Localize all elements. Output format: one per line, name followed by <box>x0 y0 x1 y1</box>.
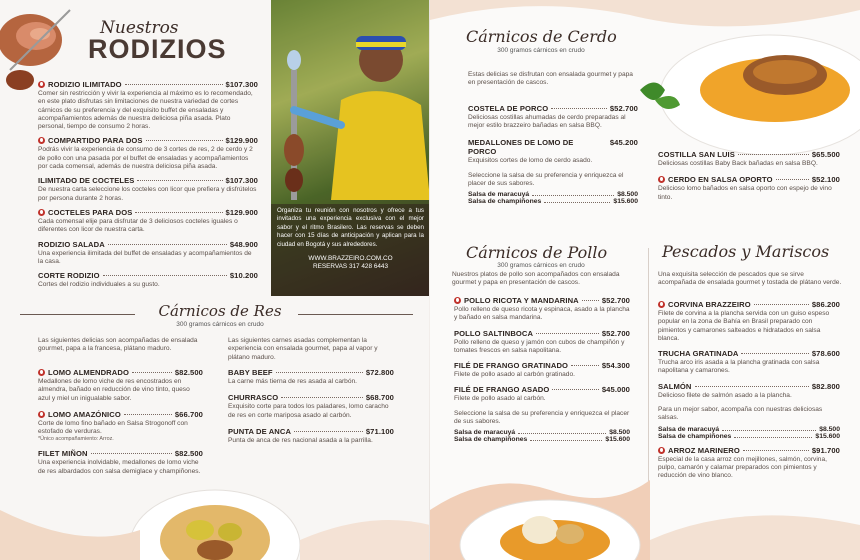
menu-item-price: $78.600 <box>811 349 840 359</box>
menu-item-heading <box>454 329 630 338</box>
leader-dots <box>281 397 363 398</box>
menu-item-name: FILET MIÑON <box>38 449 88 459</box>
menu-item-title <box>454 361 568 370</box>
sauce-name: Salsa de maracuyá <box>468 191 530 199</box>
menu-item-description: Deliciosas costillas Baby Back bañadas en salsa BBQ. <box>658 160 818 167</box>
cerdo-right-list <box>658 150 840 209</box>
rodizios-list <box>38 80 258 294</box>
menu-item-description: Deliciosas costillas ahumadas de cerdo preparadas al mejor estilo brazzeiro bañadas en salsa BBQ. <box>468 114 626 130</box>
leader-dots <box>124 414 172 415</box>
menu-item-description: De nuestra carta seleccione los cocteles con licor que prefiera y disfrútelos por persona durante 2 horas. <box>38 186 257 202</box>
menu-item-heading <box>658 175 840 184</box>
promo-box <box>271 204 430 296</box>
menu-item-heading <box>454 296 630 305</box>
promo-text: Organiza tu reunión con nosotros y ofrece a tus invitados una experiencia exclusiva con el mejor sabor y el ritmo Brasilero. Las reservas se deben hacer con 15 días de anticipación y aplican para la ciudad en Bogotá y sus alrededores. <box>277 207 424 248</box>
sauce-name: Salsa de champiñones <box>468 198 542 206</box>
leader-dots <box>146 140 223 141</box>
brand-bullet-icon <box>38 81 45 88</box>
menu-item-name: CHURRASCO <box>228 393 279 403</box>
leader-dots <box>695 386 809 387</box>
menu-item-price: $52.700 <box>601 296 630 305</box>
leader-dots <box>530 434 602 441</box>
leader-dots <box>776 179 809 180</box>
menu-item-price: $68.700 <box>365 393 394 403</box>
brand-bullet-icon <box>658 301 665 308</box>
rodizios-title: RODIZIOS <box>88 34 227 64</box>
menu-item-name: FILÉ DE FRANGO GRATINADO <box>454 361 569 371</box>
menu-item <box>658 150 840 168</box>
menu-item-title <box>468 104 548 113</box>
menu-item <box>468 104 638 131</box>
menu-item-price: $107.300 <box>225 176 258 186</box>
menu-item-title <box>38 208 132 217</box>
brand-bullet-icon <box>38 369 45 376</box>
menu-item-title <box>38 368 129 377</box>
menu-item-heading <box>658 300 840 309</box>
menu-item-name: COSTELA DE PORCO <box>468 104 549 113</box>
leader-dots <box>135 212 222 213</box>
leader-dots <box>518 427 606 434</box>
promo-phone[interactable]: RESERVAS 317 428 6443 <box>312 263 389 271</box>
menu-item-name: BABY BEEF <box>228 368 273 377</box>
menu-item-price: $48.900 <box>229 239 258 249</box>
menu-item-name: SALMÓN <box>658 381 692 391</box>
brand-bullet-icon <box>658 447 665 454</box>
menu-item <box>228 393 394 420</box>
menu-item-name: COSTILLA SAN LUIS <box>658 150 735 159</box>
leader-dots <box>536 333 599 334</box>
sauce-price: $8.500 <box>617 191 638 199</box>
menu-item <box>38 240 258 267</box>
brand-bullet-icon <box>38 137 45 144</box>
right-page <box>430 0 860 560</box>
menu-item-heading <box>38 368 203 377</box>
leader-dots <box>738 154 809 155</box>
leader-dots <box>276 372 363 373</box>
menu-item-description: Exquisito corte para todos los paladares, lomo caracho de res en corte mariposa asado al carbón. <box>228 403 389 419</box>
menu-item-name: CERDO EN SALSA OPORTO <box>668 175 773 185</box>
menu-item-description: Filete de pollo asado al carbón gratinado. <box>454 371 575 379</box>
menu-item-title <box>658 300 751 309</box>
res-left-list <box>38 368 203 483</box>
menu-item <box>454 296 630 323</box>
leader-dots <box>754 304 809 305</box>
menu-item-description: Comer sin restricción y vivir la experiencia al máximo es lo recomendado, en este plato disfrutas sin limitaciones de nuestra variedad de cortes cárnicos de su preferencia y del exquisito buffet de ensaladas y acompañamientos además de nuestra deliciosa piña asada. Plato personal, tiempo de consumo 2 horas. <box>38 90 253 131</box>
decorative-wave <box>0 470 430 560</box>
menu-item-price: $54.300 <box>601 361 630 371</box>
leader-dots <box>137 180 222 181</box>
menu-item-price: $71.100 <box>365 426 394 436</box>
sauce-row <box>468 198 638 205</box>
menu-item-price: $10.200 <box>229 271 258 281</box>
menu-item-heading <box>468 104 638 113</box>
menu-item-name: COMPARTIDO PARA DOS <box>48 136 143 146</box>
menu-item <box>38 208 258 235</box>
menu-item-title <box>658 349 738 358</box>
leader-dots <box>125 84 223 85</box>
menu-item-description: Pollo relleno de queso y jamón con cubos de champiñón y tomates frescos en salsa napolitana. <box>454 338 625 354</box>
menu-item-heading <box>468 138 638 156</box>
sauce-price: $8.500 <box>609 429 630 437</box>
menu-item <box>454 361 630 379</box>
menu-item-heading <box>454 361 630 370</box>
menu-item-heading <box>228 393 394 402</box>
menu-item-description: Cortes del rodizio individuales a su gusto. <box>38 281 160 289</box>
menu-item-title <box>454 296 579 305</box>
sauce-row <box>658 433 840 440</box>
sauce-price: $8.500 <box>819 425 840 433</box>
menu-item-price: $82.800 <box>811 381 840 391</box>
menu-item-price: $129.900 <box>225 207 258 217</box>
menu-item-description: Una experiencia inolvidable, medallones de lomo viche de res albardados con salsa demiglace y champiñones. <box>38 459 201 475</box>
pollo-title: Cárnicos de Pollo <box>466 243 608 262</box>
menu-item-title <box>38 449 88 458</box>
rodizios-script-title: Nuestros <box>100 18 179 38</box>
menu-item-heading <box>658 349 840 358</box>
menu-item <box>38 271 258 289</box>
leader-dots <box>108 244 227 245</box>
menu-item-heading <box>38 271 258 280</box>
menu-item-note: *Único acompañamiento: Arroz. <box>38 436 114 443</box>
menu-item <box>228 368 394 386</box>
menu-item-price: $72.800 <box>365 368 394 377</box>
menu-item-description: Filete de corvina a la plancha servida con un guiso espeso popular en la zona de Bahía en Brasil preparado con pimientos y camarones salteados e hidratados en salsa blanca. <box>658 310 830 342</box>
leader-dots <box>582 300 599 301</box>
menu-item-price: $45.000 <box>601 385 630 395</box>
menu-item-name: PUNTA DE ANCA <box>228 426 292 436</box>
menu-item-description: Delicioso lomo bañados en salsa oporto con espejo de vino tinto. <box>658 185 832 201</box>
menu-item-name: COCTELES PARA DOS <box>48 207 133 217</box>
menu-item-title <box>38 410 121 419</box>
menu-item-title <box>38 80 122 89</box>
menu-item-heading <box>38 449 203 458</box>
menu-item <box>38 80 258 131</box>
brand-bullet-icon <box>454 297 461 304</box>
leader-dots <box>722 424 816 431</box>
res-right-list <box>228 368 394 452</box>
menu-item-description: Una experiencia ilimitada del buffet de ensaladas y acompañamientos de la casa. <box>38 249 252 265</box>
menu-item-heading <box>228 368 394 377</box>
menu-item-title <box>658 446 740 455</box>
res-title: Cárnicos de Res <box>158 302 282 320</box>
menu-item-title <box>658 175 773 184</box>
leader-dots <box>91 453 172 454</box>
menu-item-price: $52.700 <box>601 328 630 338</box>
leader-dots <box>544 196 610 203</box>
menu-item-name: LOMO ALMENDRADO <box>48 368 129 377</box>
menu-item <box>38 176 258 203</box>
chicken-plate-image <box>430 450 650 560</box>
cerdo-left-list <box>468 104 638 205</box>
menu-item-title <box>228 427 291 436</box>
cerdo-subtitle: 300 gramos cárnicos en crudo <box>497 47 585 54</box>
menu-item-name: RODIZIO SALADA <box>38 239 105 249</box>
menu-item-description: Filete de pollo asado al carbón. <box>454 395 546 403</box>
menu-item <box>658 175 840 202</box>
sauce-note: Seleccione la salsa de su preferencia y enriquezca el placer de sus sabores. <box>454 409 630 426</box>
pescados-title: Pescados y Mariscos <box>662 242 830 261</box>
brand-bullet-icon <box>658 176 665 183</box>
sauce-name: Salsa de champiñones <box>454 436 528 444</box>
menu-item-price: $65.500 <box>811 150 840 159</box>
leader-dots <box>532 189 614 196</box>
menu-item-title <box>658 150 735 159</box>
cerdo-title: Cárnicos de Cerdo <box>466 27 617 46</box>
menu-item-price: $52.700 <box>609 104 638 113</box>
menu-item <box>658 349 840 376</box>
leader-dots <box>132 372 172 373</box>
sauce-price: $15.600 <box>613 198 638 206</box>
menu-item-heading <box>38 240 258 249</box>
menu-item-description: Cada comensal elije para disfrutar de 3 deliciosos cocteles iguales o diferentes con licor de nuestra carta. <box>38 217 238 234</box>
menu-item-price: $66.700 <box>174 409 203 419</box>
menu-item-price: $82.500 <box>174 368 203 377</box>
menu-item-price: $129.900 <box>225 136 258 146</box>
menu-item-heading <box>38 208 258 217</box>
leader-dots <box>103 275 227 276</box>
leader-dots <box>294 431 363 432</box>
menu-item <box>454 329 630 356</box>
res-intro-left: Las siguientes delicias son acompañadas de ensalada gourmet, papa a la francesa, plátano maduro. <box>38 337 198 353</box>
menu-item-name: ILIMITADO DE COCTELES <box>38 176 135 186</box>
res-subtitle: 300 gramos cárnicos en crudo <box>176 321 264 328</box>
menu-item <box>38 410 203 443</box>
menu-item-title <box>38 271 100 280</box>
menu-item-description: Trucha arco iris asada a la plancha gratinada con salsa napolitana y camarones. <box>658 359 820 375</box>
menu-item-title <box>454 385 549 394</box>
menu-item-price: $45.200 <box>609 137 638 147</box>
menu-item-name: CORTE RODIZIO <box>38 271 100 281</box>
menu-item-price: $82.500 <box>174 449 203 459</box>
menu-item-title <box>454 329 533 338</box>
promo-website[interactable]: WWW.BRAZZEIRO.COM.CO <box>308 255 393 263</box>
menu-item <box>468 138 638 165</box>
menu-item-description: Corte de lomo fino bañado en Salsa Strogonoff con estofado de verduras. <box>38 419 188 436</box>
menu-item-name: TRUCHA GRATINADA <box>658 349 739 359</box>
menu-item-name: MEDALLONES DE LOMO DE PORCO <box>468 137 574 156</box>
sauce-name: Salsa de champiñones <box>658 432 732 440</box>
menu-item <box>454 385 630 403</box>
menu-item-heading <box>38 80 258 89</box>
menu-item-description: La carne más tierna de res asada al carbón. <box>228 378 358 385</box>
menu-item-heading <box>454 385 630 394</box>
sauce-note: Para un mejor sabor, acompaña con nuestras deliciosas salsas. <box>658 406 823 422</box>
menu-item-name: FILÉ DE FRANGO ASADO <box>454 385 550 395</box>
menu-item <box>658 382 840 400</box>
sauce-note: Seleccione la salsa de su preferencia y enriquezca el placer de sus sabores. <box>468 171 624 188</box>
sauce-row <box>454 436 630 443</box>
divider <box>20 314 135 315</box>
sauce-price: $15.600 <box>815 432 840 440</box>
menu-item-heading <box>658 446 840 455</box>
menu-item-name: POLLO RICOTA Y MANDARINA <box>464 296 579 305</box>
cerdo-intro: Estas delicias se disfrutan con ensalada gourmet y papa en presentación de cascos. <box>468 71 633 87</box>
menu-item-description: Exquisitos cortes de lomo de cerdo asado. <box>468 156 593 164</box>
menu-item-price: $86.200 <box>811 300 840 309</box>
menu-item-name: LOMO AMAZÓNICO <box>48 409 121 419</box>
menu-item-title <box>38 240 105 249</box>
menu-item <box>658 300 840 343</box>
pollo-intro: Nuestros platos de pollo son acompañados con ensalada gourmet y papa en presentación de cascos. <box>452 271 620 287</box>
divider <box>298 314 413 315</box>
leader-dots <box>734 431 812 438</box>
menu-item-name: ARROZ MARINERO <box>668 445 740 455</box>
menu-item-description: Podrás vivir la experiencia de consumo de 3 cortes de res, 2 de cerdo y 2 de pollo con una pasada por el buffet de ensaladas y acompañamientos por cada comensal, además de nuestra deliciosa piña asada. <box>38 146 253 171</box>
menu-item-name: RODIZIO ILIMITADO <box>48 80 122 89</box>
menu-item <box>228 427 394 445</box>
res-intro-right: Las siguientes carnes asadas complementan la experiencia con ensalada gourmet, papa al vapor y plátano maduro. <box>228 337 378 361</box>
brand-bullet-icon <box>38 209 45 216</box>
menu-item-title <box>228 368 273 377</box>
menu-item-heading <box>38 176 258 185</box>
leader-dots <box>552 389 598 390</box>
leader-dots <box>551 108 607 109</box>
menu-item-price: $107.300 <box>225 80 258 89</box>
menu-item-heading <box>658 150 840 159</box>
sauce-name: Salsa de maracuyá <box>658 425 720 433</box>
pescados-intro: Una exquisita selección de pescados que se sirve acompañada de ensalada gourmet y tostada de plátano verde. <box>658 271 842 287</box>
menu-item-description: Pollo relleno de queso ricota y espinaca, asado a la plancha y bañado en salsa mandarina. <box>454 306 630 322</box>
menu-item <box>38 368 203 403</box>
menu-item-description: Punta de anca de res nacional asada a la parrilla. <box>228 436 373 444</box>
decorative-wave <box>650 480 860 560</box>
menu-item-heading <box>228 427 394 436</box>
menu-item <box>38 136 258 171</box>
menu-item-name: POLLO SALTINBOCA <box>454 328 534 338</box>
menu-item-title <box>38 136 143 145</box>
menu-item-price: $91.700 <box>811 445 840 455</box>
menu-item-title <box>38 176 134 185</box>
leader-dots <box>743 450 809 451</box>
menu-item-title <box>228 393 278 402</box>
pollo-list <box>454 296 630 443</box>
pork-plate-image <box>635 20 860 155</box>
pescados-list <box>658 300 840 481</box>
menu-item-name: CORVINA BRAZZEIRO <box>668 300 751 309</box>
pollo-subtitle: 300 gramos cárnicos en crudo <box>497 262 585 269</box>
menu-item-price: $52.100 <box>811 175 840 185</box>
leader-dots <box>741 353 808 354</box>
menu-item-description: Medallones de lomo viche de res encostrados en almendra, bañado en reducción de vino tinto, queso azul y miel un inigualable sabor. <box>38 378 190 402</box>
menu-item-description: Especial de la casa arroz con mejillones, salmón, corvina, pulpo, camarón y calamar preparados con pimientos y reducción de vino blanco. <box>658 455 827 480</box>
sauce-price: $15.600 <box>605 436 630 444</box>
menu-item-heading <box>38 136 258 145</box>
brand-bullet-icon <box>38 411 45 418</box>
sauce-name: Salsa de maracuyá <box>454 429 516 437</box>
menu-item <box>658 446 840 481</box>
leader-dots <box>571 365 599 366</box>
menu-item-title <box>468 138 604 156</box>
menu-item-heading <box>658 382 840 391</box>
menu-item-heading <box>38 410 203 419</box>
menu-item-description: Delicioso filete de salmón asado a la plancha. <box>658 391 792 399</box>
menu-item-title <box>658 382 692 391</box>
